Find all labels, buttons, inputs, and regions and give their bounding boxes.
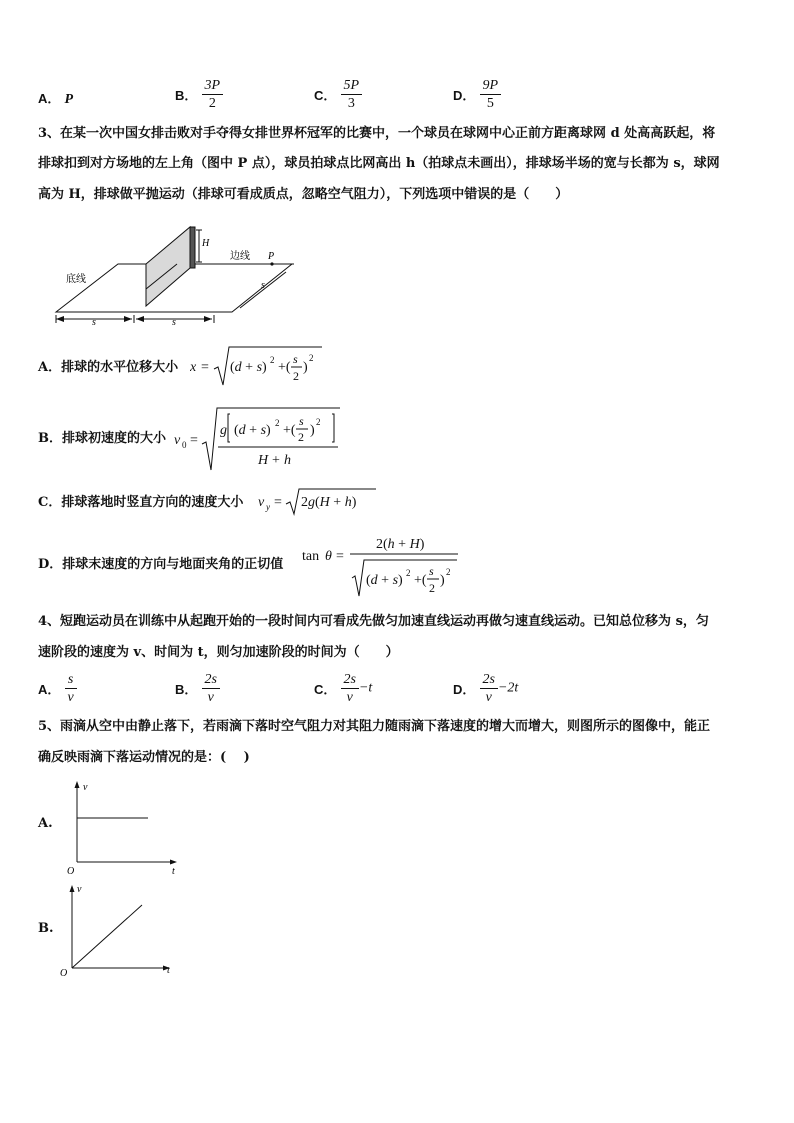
q5-stem-line2: 确反映雨滴下落运动情况的是：( ): [38, 750, 250, 765]
fraction: $\frac{9P}{5}$: [480, 77, 502, 112]
label-s-right-text: s: [172, 317, 176, 328]
svg-text:2: 2: [270, 355, 275, 365]
q4-option-a: A． $\frac{s}{v}$: [38, 671, 77, 706]
svg-text:2: 2: [275, 418, 280, 428]
q3-court-figure: [50, 222, 300, 330]
label-s-side-text: s: [261, 280, 265, 291]
fraction: $\frac{2s}{v}$: [480, 671, 498, 706]
svg-text:): ): [303, 360, 308, 375]
q3-option-a-text: A．排球的水平位移大小: [38, 360, 179, 375]
label-h-text: H: [202, 238, 210, 249]
q4-stem-line2: 速阶段的速度为 v、时间为 t，则匀加速阶段的时间为（ ）: [38, 645, 399, 660]
q3-option-d-text: D．排球末速度的方向与地面夹角的正切值: [38, 557, 284, 572]
svg-text:2: 2: [293, 369, 299, 383]
svg-text:(d + s): (d + s): [366, 573, 403, 588]
svg-text:): ): [310, 423, 315, 438]
q3-option-c-text: C．排球落地时竖直方向的速度大小: [38, 495, 244, 510]
axis-t-label: t: [172, 866, 175, 876]
q5-graph-a: [60, 776, 185, 876]
q5-option-a-label: A.: [38, 816, 53, 831]
svg-text:+: +: [272, 453, 280, 468]
svg-text:(d + s): (d + s): [234, 423, 271, 438]
label-sideline-text: 边线: [230, 251, 250, 262]
q3-stem-line2: 排球扣到对方场地的左上角（图中 P 点），球员拍球点比网高出 h（拍球点未画出），排球场半场的宽与长都为 s，球网: [38, 156, 720, 171]
svg-text:θ: θ: [325, 549, 332, 564]
q5-graph-b: [55, 878, 180, 978]
svg-text:g: g: [220, 423, 227, 438]
q4-option-c: C． $\frac{2s}{v}$ −t: [314, 672, 373, 705]
q2-option-c: C． $\frac{5P}{3}$: [314, 77, 362, 112]
svg-text:v: v: [258, 495, 265, 510]
q4-option-d: D． $\frac{2s}{v}$ −2t: [453, 672, 519, 705]
q3-stem-line1: 3、在某一次中国女排击败对手夺得女排世界杯冠军的比赛中，一个球员在球网中心正前方距离球网 d 处高高跃起，将: [38, 126, 716, 141]
svg-text:s: s: [299, 414, 304, 428]
fraction: $\frac{2s}{v}$: [202, 671, 220, 706]
q5-option-b-label: B.: [38, 921, 54, 936]
q3-stem-line3: 高为 H，排球做平抛运动（排球可看成质点，忽略空气阻力），下列选项中错误的是（ ）: [38, 187, 569, 202]
svg-text:2(h + H): 2(h + H): [376, 537, 425, 552]
svg-text:2: 2: [429, 581, 435, 595]
svg-text:+(: +(: [414, 573, 427, 588]
axis-v-label: v: [77, 884, 82, 895]
label-baseline-text: 底线: [66, 274, 86, 285]
q3-option-c-formula: [258, 486, 378, 516]
svg-text:=: =: [190, 433, 198, 448]
q2-option-b: B． $\frac{3P}{2}$: [175, 77, 223, 112]
svg-text:v: v: [174, 433, 181, 448]
origin-label: O: [60, 968, 68, 978]
svg-text:2: 2: [316, 417, 321, 427]
svg-text:(d + s): (d + s): [230, 360, 267, 375]
svg-text:2: 2: [309, 353, 314, 363]
fraction: $\frac{3P}{2}$: [202, 77, 224, 112]
svg-text:2g(H + h): 2g(H + h): [301, 495, 357, 510]
svg-text:tan: tan: [302, 549, 320, 564]
fraction: $\frac{5P}{3}$: [341, 77, 363, 112]
svg-text:=: =: [336, 549, 344, 564]
svg-text:y: y: [266, 502, 270, 512]
label-s-left-text: s: [92, 317, 96, 328]
q3-option-b-text: B．排球初速度的大小: [38, 431, 166, 446]
origin-label: O: [67, 866, 75, 876]
svg-text:H: H: [258, 453, 269, 468]
q3-option-d-formula: [302, 530, 462, 600]
svg-text:=: =: [201, 360, 209, 375]
axis-t-label: t: [167, 965, 170, 976]
q4-stem-line1: 4、短跑运动员在训练中从起跑开始的一段时间内可看成先做匀加速直线运动再做匀速直线运动。已知总位移为 s，匀: [38, 614, 709, 629]
svg-text:2: 2: [446, 567, 451, 577]
q2-option-d: D． $\frac{9P}{5}$: [453, 77, 501, 112]
svg-text:s: s: [293, 352, 298, 366]
q5-stem-line1: 5、雨滴从空中由静止落下，若雨滴下落时空气阻力对其阻力随雨滴下落速度的增大而增大，则图所示的图像中，能正: [38, 719, 711, 734]
svg-text:+(: +(: [278, 360, 291, 375]
fraction: $\frac{2s}{v}$: [341, 671, 359, 706]
label-p-text: P: [268, 251, 275, 262]
svg-text:+(: +(: [283, 423, 296, 438]
q3-option-a-formula: [190, 343, 325, 389]
svg-text:s: s: [429, 564, 434, 578]
svg-text:2: 2: [406, 568, 411, 578]
svg-text:2: 2: [298, 430, 304, 444]
svg-text:0: 0: [182, 440, 187, 450]
svg-text:x: x: [190, 360, 197, 375]
q2-option-a: A． P: [38, 91, 74, 107]
q4-option-b: B． $\frac{2s}{v}$: [175, 671, 220, 706]
axis-v-label: v: [83, 782, 88, 793]
svg-text:h: h: [284, 453, 291, 468]
svg-text:=: =: [274, 495, 282, 510]
q3-option-b-formula: [174, 404, 344, 474]
fraction: $\frac{s}{v}$: [65, 671, 77, 706]
svg-text:): ): [440, 573, 445, 588]
